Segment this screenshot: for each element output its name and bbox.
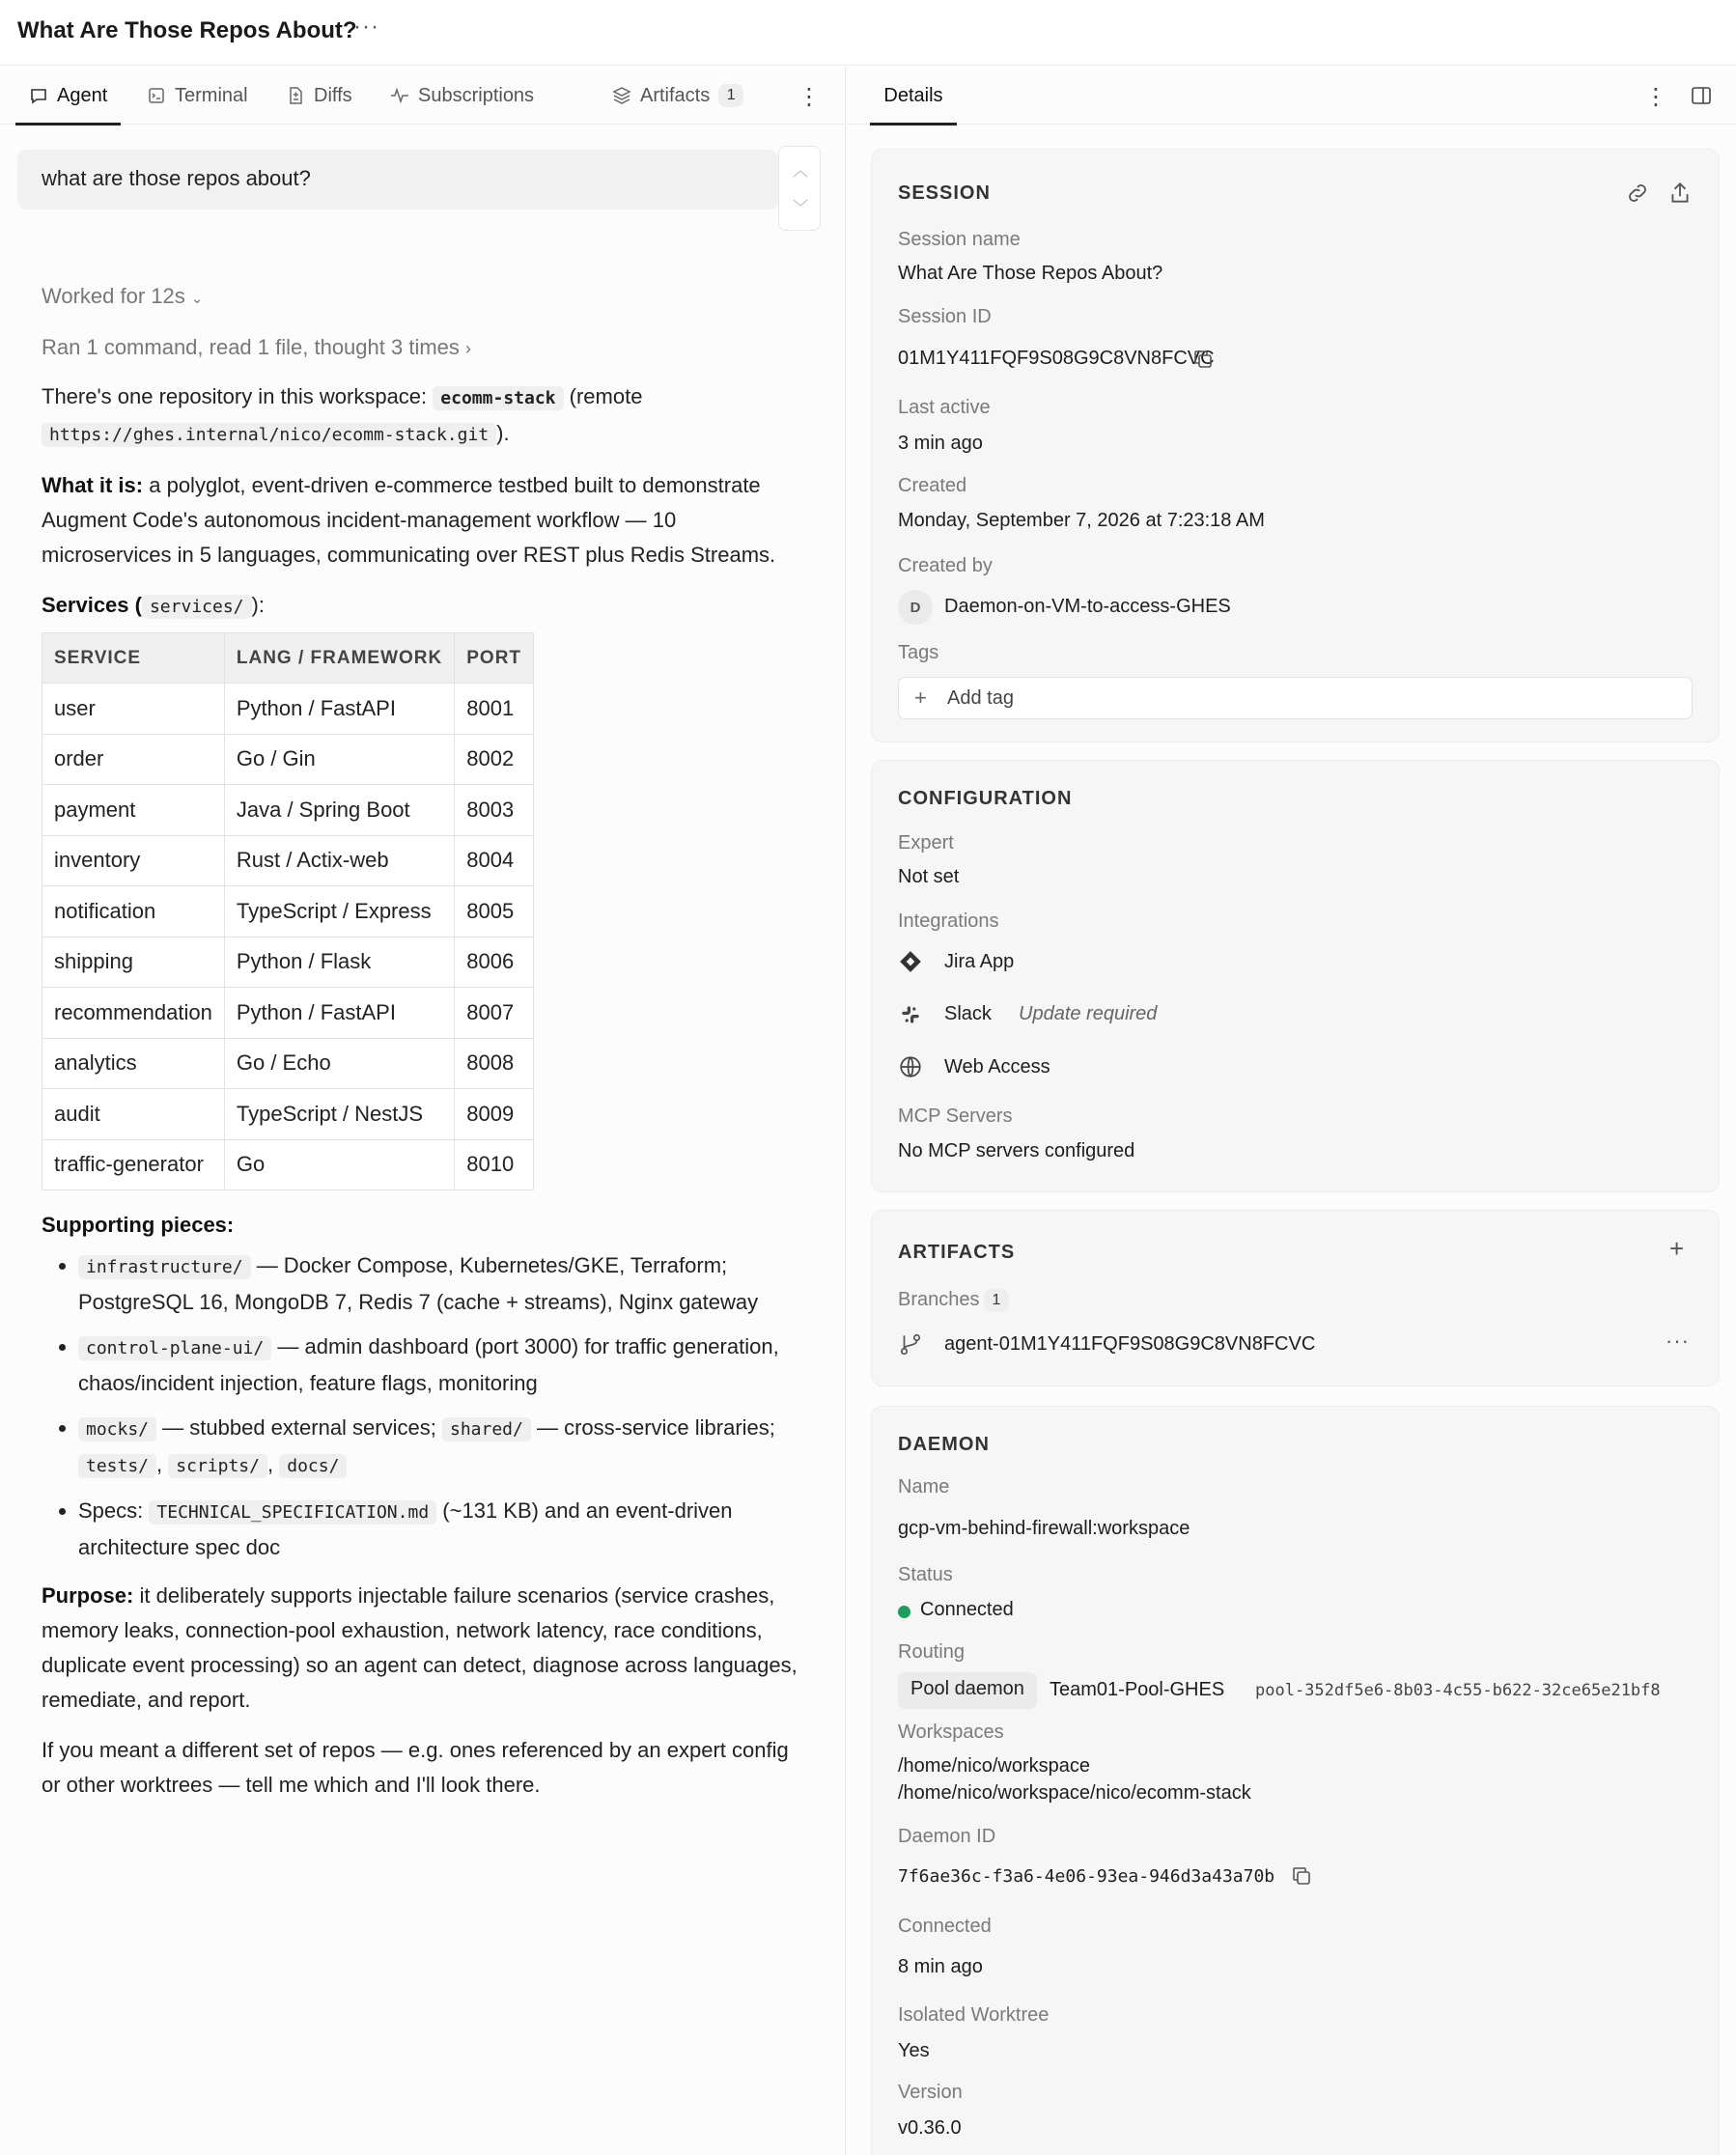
table-cell: user bbox=[42, 684, 225, 735]
status-value: Connected bbox=[920, 1599, 1014, 1620]
infrastructure-code: infrastructure/ bbox=[78, 1255, 251, 1279]
details-panel bbox=[847, 67, 1736, 2155]
expert-value: Not set bbox=[898, 866, 960, 887]
table-cell: Python / FastAPI bbox=[224, 988, 454, 1039]
table-row bbox=[42, 835, 534, 886]
chevron-up-icon[interactable]: ︿ bbox=[792, 163, 808, 180]
purpose-text: it deliberately supports injectable failure scenarios (service crashes, memory leaks, connection-pool exhaustion, network latency, race conditions, duplicate event processing) so an agent can detect, diagnose across languages, remediate, and report. bbox=[42, 1583, 798, 1712]
tab-agent[interactable] bbox=[15, 67, 121, 125]
daemon-id-label: Daemon ID bbox=[898, 1826, 996, 1847]
table-header: SERVICE bbox=[42, 633, 225, 684]
layers-icon bbox=[612, 86, 631, 105]
tab-terminal-label: Terminal bbox=[175, 84, 248, 106]
chat-panel bbox=[0, 67, 846, 2155]
worked-time: Worked for 12s bbox=[42, 284, 185, 308]
table-cell: 8002 bbox=[455, 734, 534, 785]
configuration-heading: CONFIGURATION bbox=[898, 788, 1073, 809]
list-item-text: — cross-service libraries; bbox=[536, 1415, 775, 1440]
add-artifact-button[interactable]: + bbox=[1669, 1234, 1685, 1263]
table-row bbox=[42, 785, 534, 836]
jira-icon bbox=[898, 949, 923, 974]
services-dir-code: services/ bbox=[142, 595, 252, 619]
table-row bbox=[42, 734, 534, 785]
mocks-code: mocks/ bbox=[78, 1417, 156, 1441]
mcp-servers-label: MCP Servers bbox=[898, 1105, 1013, 1127]
spec-file-code: TECHNICAL_SPECIFICATION.md bbox=[149, 1500, 436, 1525]
tests-code: tests/ bbox=[78, 1454, 156, 1478]
title-more-button[interactable]: ··· bbox=[353, 14, 379, 40]
list-item-text: — Docker Compose, Kubernetes/GKE, Terraform; PostgreSQL 16, MongoDB 7, Redis 7 (cache + streams), Nginx gateway bbox=[78, 1253, 759, 1314]
message-navigator bbox=[778, 146, 821, 231]
services-close: ): bbox=[251, 593, 265, 617]
tab-diffs[interactable] bbox=[286, 67, 352, 125]
table-header-row bbox=[42, 633, 534, 684]
tab-subscriptions[interactable] bbox=[390, 67, 534, 125]
share-icon[interactable] bbox=[1667, 181, 1693, 206]
specs-label: Specs: bbox=[78, 1498, 144, 1523]
table-header: LANG / FRAMEWORK bbox=[224, 633, 454, 684]
session-name: What Are Those Repos About? bbox=[898, 263, 1163, 284]
services-table bbox=[42, 632, 534, 1190]
control-plane-code: control-plane-ui/ bbox=[78, 1336, 271, 1360]
table-header: PORT bbox=[455, 633, 534, 684]
repo-name-code: ecomm-stack bbox=[433, 386, 563, 410]
table-cell: 8009 bbox=[455, 1089, 534, 1140]
activity-summary-text: Ran 1 command, read 1 file, thought 3 times bbox=[42, 335, 460, 359]
artifacts-count-badge: 1 bbox=[718, 84, 743, 107]
tab-terminal[interactable] bbox=[147, 67, 248, 125]
list-item bbox=[78, 1494, 804, 1565]
activity-icon bbox=[390, 86, 409, 105]
table-cell: inventory bbox=[42, 835, 225, 886]
intro-text-a: There's one repository in this workspace: bbox=[42, 384, 428, 408]
chevron-down-icon[interactable]: ﹀ bbox=[792, 200, 808, 216]
left-tab-bar bbox=[0, 67, 846, 125]
mcp-servers-value: No MCP servers configured bbox=[898, 1140, 1135, 1161]
table-cell: shipping bbox=[42, 937, 225, 988]
table-row bbox=[42, 988, 534, 1039]
intro-paragraph bbox=[42, 379, 804, 453]
table-cell: order bbox=[42, 734, 225, 785]
branches-label: Branches bbox=[898, 1289, 980, 1310]
artifacts-heading: ARTIFACTS bbox=[898, 1242, 1016, 1263]
list-item bbox=[78, 1248, 804, 1320]
session-card bbox=[871, 149, 1720, 742]
supporting-list bbox=[78, 1248, 804, 1565]
purpose-paragraph bbox=[42, 1579, 804, 1718]
workspace-path: /home/nico/workspace bbox=[898, 1755, 1090, 1777]
tab-subscriptions-label: Subscriptions bbox=[418, 84, 535, 106]
activity-summary[interactable] bbox=[42, 330, 804, 366]
sidebar-toggle-icon[interactable] bbox=[1690, 84, 1713, 107]
title-bar bbox=[0, 0, 1736, 66]
table-cell: Go bbox=[224, 1139, 454, 1190]
created-label: Created bbox=[898, 475, 967, 496]
connected-value: 8 min ago bbox=[898, 1956, 983, 1977]
table-row bbox=[42, 1089, 534, 1140]
terminal-icon bbox=[147, 86, 166, 105]
chevron-right-icon: › bbox=[465, 339, 472, 358]
table-cell: 8008 bbox=[455, 1038, 534, 1089]
table-cell: traffic-generator bbox=[42, 1139, 225, 1190]
supporting-heading bbox=[42, 1208, 804, 1243]
status-label: Status bbox=[898, 1564, 953, 1585]
table-cell: 8001 bbox=[455, 684, 534, 735]
list-item bbox=[78, 1411, 804, 1484]
table-cell: TypeScript / NestJS bbox=[224, 1089, 454, 1140]
chevron-down-icon: ⌄ bbox=[190, 291, 204, 307]
supporting-label: Supporting pieces: bbox=[42, 1213, 235, 1237]
worked-summary[interactable] bbox=[42, 279, 804, 317]
version-value: v0.36.0 bbox=[898, 2117, 962, 2139]
list-item-text: — stubbed external services; bbox=[162, 1415, 436, 1440]
table-row bbox=[42, 684, 534, 735]
isolated-worktree-value: Yes bbox=[898, 2040, 930, 2061]
workspaces-label: Workspaces bbox=[898, 1721, 1004, 1743]
file-diff-icon bbox=[286, 86, 305, 105]
routing-pool-id: pool-352df5e6-8b03-4c55-b622-32ce65e21bf8 bbox=[1255, 1681, 1661, 1700]
table-cell: Rust / Actix-web bbox=[224, 835, 454, 886]
version-label: Version bbox=[898, 2082, 963, 2103]
created-by-label: Created by bbox=[898, 555, 993, 576]
table-cell: analytics bbox=[42, 1038, 225, 1089]
artifacts-card bbox=[871, 1210, 1720, 1386]
expert-label: Expert bbox=[898, 832, 954, 854]
tab-agent-label: Agent bbox=[57, 84, 108, 106]
table-cell: 8005 bbox=[455, 886, 534, 938]
status-dot bbox=[898, 1606, 910, 1618]
slack-icon bbox=[898, 1002, 923, 1027]
closing-paragraph: If you meant a different set of repos — e.g. ones referenced by an expert config or other worktrees — tell me which and I'll look there. bbox=[42, 1738, 789, 1797]
services-label: Services ( bbox=[42, 593, 142, 617]
table-cell: Python / Flask bbox=[224, 937, 454, 988]
daemon-heading: DAEMON bbox=[898, 1434, 990, 1455]
branch-name[interactable]: agent-01M1Y411FQF9S08G9C8VN8FCVC bbox=[944, 1333, 1316, 1355]
table-cell: notification bbox=[42, 886, 225, 938]
avatar: D bbox=[898, 590, 933, 625]
branch-more-button[interactable]: ··· bbox=[1666, 1329, 1690, 1353]
purpose-label: Purpose: bbox=[42, 1583, 134, 1608]
tab-artifacts-label: Artifacts bbox=[640, 84, 711, 106]
created-by-value: Daemon-on-VM-to-access-GHES bbox=[944, 596, 1231, 617]
chat-icon bbox=[29, 86, 48, 105]
table-cell: 8004 bbox=[455, 835, 534, 886]
workspace-path: /home/nico/workspace/nico/ecomm-stack bbox=[898, 1782, 1251, 1804]
git-branch-icon bbox=[898, 1331, 923, 1357]
more-vertical-icon[interactable]: ⋮ bbox=[798, 84, 821, 110]
routing-pool: Team01-Pool-GHES bbox=[1050, 1679, 1225, 1700]
add-tag-button[interactable] bbox=[898, 677, 1693, 719]
session-id-label: Session ID bbox=[898, 306, 992, 327]
tab-artifacts[interactable] bbox=[612, 67, 743, 125]
table-cell: payment bbox=[42, 785, 225, 836]
tab-details[interactable]: Details bbox=[870, 67, 957, 125]
what-text: a polyglot, event-driven e-commerce testbed built to demonstrate Augment Code's autonomous incident-management workflow — 10 microservices in 5 languages, communicating over REST plus Redis Streams. bbox=[42, 473, 776, 567]
more-vertical-icon[interactable]: ⋮ bbox=[1644, 84, 1667, 110]
table-cell: 8006 bbox=[455, 937, 534, 988]
copy-icon[interactable] bbox=[1290, 1864, 1313, 1888]
list-item bbox=[78, 1329, 804, 1401]
table-cell: 8010 bbox=[455, 1139, 534, 1190]
globe-icon bbox=[898, 1054, 923, 1079]
table-row bbox=[42, 1038, 534, 1089]
table-cell: TypeScript / Express bbox=[224, 886, 454, 938]
agent-response bbox=[42, 279, 804, 1818]
list-item-text: — admin dashboard (port 3000) for traffic generation, chaos/incident injection, feature flags, monitoring bbox=[78, 1334, 779, 1395]
session-name-label: Session name bbox=[898, 229, 1021, 250]
slack-update-note: Update required bbox=[1019, 1003, 1158, 1024]
daemon-name: gcp-vm-behind-firewall:workspace bbox=[898, 1518, 1190, 1539]
table-cell: Python / FastAPI bbox=[224, 684, 454, 735]
table-cell: Go / Gin bbox=[224, 734, 454, 785]
comma: , bbox=[156, 1452, 163, 1476]
services-heading bbox=[42, 588, 804, 625]
comma: , bbox=[266, 1452, 274, 1476]
intro-text-b: (remote bbox=[569, 384, 643, 408]
last-active-label: Last active bbox=[898, 397, 991, 418]
what-label: What it is: bbox=[42, 473, 144, 497]
intro-text-c: ). bbox=[496, 421, 510, 445]
remote-url-code: https://ghes.internal/nico/ecomm-stack.git bbox=[42, 423, 496, 447]
right-tab-bar bbox=[847, 67, 1736, 125]
last-active-value: 3 min ago bbox=[898, 433, 983, 454]
daemon-card bbox=[871, 1406, 1720, 2155]
copy-icon[interactable] bbox=[1191, 348, 1215, 371]
table-cell: Go / Echo bbox=[224, 1038, 454, 1089]
what-paragraph bbox=[42, 468, 804, 573]
routing-label: Routing bbox=[898, 1641, 965, 1663]
plus-icon: + bbox=[914, 686, 927, 710]
isolated-worktree-label: Isolated Worktree bbox=[898, 2004, 1050, 2026]
tab-diffs-label: Diffs bbox=[314, 84, 352, 106]
created-value: Monday, September 7, 2026 at 7:23:18 AM bbox=[898, 510, 1265, 531]
daemon-id: 7f6ae36c-f3a6-4e06-93ea-946d3a43a70b bbox=[898, 1866, 1275, 1887]
table-cell: 8003 bbox=[455, 785, 534, 836]
table-cell: 8007 bbox=[455, 988, 534, 1039]
table-row bbox=[42, 937, 534, 988]
configuration-card bbox=[871, 760, 1720, 1192]
link-icon[interactable] bbox=[1625, 181, 1650, 206]
web-access-integration[interactable]: Web Access bbox=[944, 1056, 1050, 1078]
session-heading: SESSION bbox=[898, 182, 991, 204]
page-title: What Are Those Repos About? bbox=[17, 17, 357, 43]
list-item-text: (~131 KB) and an event-driven architecture spec doc bbox=[78, 1498, 733, 1559]
docs-code: docs/ bbox=[279, 1454, 347, 1478]
pool-daemon-chip: Pool daemon bbox=[898, 1672, 1037, 1709]
table-row bbox=[42, 1139, 534, 1190]
connected-label: Connected bbox=[898, 1916, 992, 1937]
add-tag-label: Add tag bbox=[947, 687, 1014, 709]
daemon-name-label: Name bbox=[898, 1476, 950, 1497]
user-prompt-bubble: what are those repos about? bbox=[17, 150, 778, 210]
table-cell: recommendation bbox=[42, 988, 225, 1039]
table-row bbox=[42, 886, 534, 938]
session-id: 01M1Y411FQF9S08G9C8VN8FCVC bbox=[898, 348, 1215, 369]
integrations-label: Integrations bbox=[898, 910, 999, 932]
branches-count-badge: 1 bbox=[984, 1289, 1009, 1312]
jira-integration[interactable]: Jira App bbox=[944, 951, 1015, 972]
scripts-code: scripts/ bbox=[168, 1454, 267, 1478]
table-cell: audit bbox=[42, 1089, 225, 1140]
shared-code: shared/ bbox=[442, 1417, 531, 1441]
table-cell: Java / Spring Boot bbox=[224, 785, 454, 836]
tags-label: Tags bbox=[898, 642, 939, 663]
slack-integration[interactable]: Slack bbox=[944, 1003, 992, 1024]
